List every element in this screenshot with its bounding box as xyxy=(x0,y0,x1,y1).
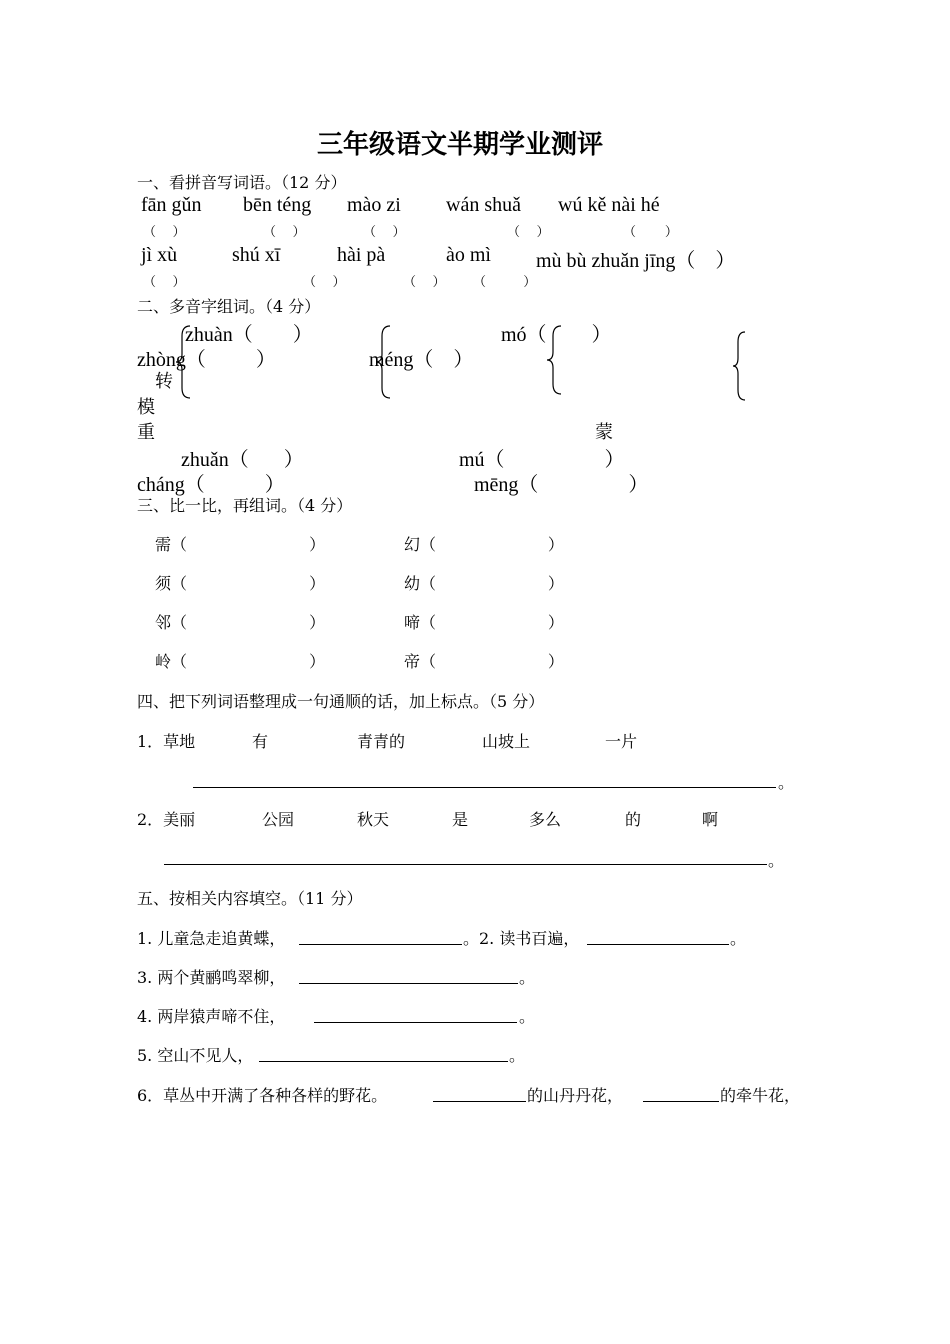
word-item: 1．草地 xyxy=(137,732,196,751)
pinyin-item: shú xī xyxy=(232,244,281,266)
compare-item[interactable]: 需（ ） xyxy=(155,535,326,554)
section-3-heading: 三、比一比，再组词。（4 分） xyxy=(137,496,353,515)
left-brace-icon xyxy=(376,324,396,400)
word-item: 是 xyxy=(452,810,469,829)
answer-line[interactable] xyxy=(433,1101,526,1102)
pinyin-item: wú kě nài hé xyxy=(558,194,660,216)
left-brace-icon xyxy=(547,324,567,396)
answer-line[interactable] xyxy=(164,864,767,865)
fill-prompt: 5. 空山不见人， xyxy=(137,1046,254,1065)
fill-prompt: 的山丹丹花， xyxy=(527,1086,624,1105)
compare-item[interactable]: 啼（ ） xyxy=(404,613,564,632)
answer-blank[interactable]: （ ） xyxy=(623,225,678,240)
polyphone-reading: zhuǎn（ ） xyxy=(181,449,304,471)
answer-blank[interactable]: （ ） xyxy=(403,275,446,290)
period-mark: 。 xyxy=(730,929,747,948)
answer-blank[interactable]: （ ） xyxy=(143,275,186,290)
pinyin-item: ào mì xyxy=(446,244,491,266)
left-brace-icon xyxy=(176,324,196,400)
section-4-heading: 四、把下列词语整理成一句通顺的话，加上标点。（5 分） xyxy=(137,692,545,711)
word-item: 公园 xyxy=(262,810,295,829)
section-5-heading: 五、按相关内容填空。（11 分） xyxy=(137,889,363,908)
compare-item[interactable]: 岭（ ） xyxy=(155,652,326,671)
word-item: 青青的 xyxy=(357,732,406,751)
polyphone-char: 模 xyxy=(137,397,155,418)
period-mark: 。 xyxy=(768,851,785,870)
word-item: 山坡上 xyxy=(482,732,531,751)
polyphone-reading: mēng（ ） xyxy=(474,474,649,496)
period-mark: 。 xyxy=(519,968,536,987)
pinyin-item: hài pà xyxy=(337,244,386,266)
polyphone-reading: zhòng（ ） xyxy=(137,349,276,371)
compare-item[interactable]: 幻（ ） xyxy=(404,535,564,554)
pinyin-item: jì xù xyxy=(141,244,178,266)
fill-prompt: 4. 两岸猿声啼不住， xyxy=(137,1007,286,1026)
polyphone-reading: mó（ ） xyxy=(501,324,612,346)
page-title: 三年级语文半期学业测评 xyxy=(317,130,604,160)
section-1-heading: 一、看拼音写词语。（12 分） xyxy=(137,173,347,192)
polyphone-reading: zhuàn（ ） xyxy=(185,324,313,346)
answer-line[interactable] xyxy=(259,1061,508,1062)
word-item: 2．美丽 xyxy=(137,810,196,829)
answer-blank[interactable]: （ ） xyxy=(507,225,550,240)
pinyin-item: mào zi xyxy=(347,194,401,216)
word-item: 啊 xyxy=(702,810,719,829)
answer-blank[interactable]: （ ） xyxy=(473,275,537,290)
polyphone-char: 蒙 xyxy=(595,422,613,443)
answer-line[interactable] xyxy=(587,944,729,945)
period-mark: 。 xyxy=(778,773,795,792)
pinyin-item: wán shuǎ xyxy=(446,194,521,216)
section-2-heading: 二、多音字组词。（4 分） xyxy=(137,297,321,316)
fill-prompt: 1. 儿童急走追黄蝶， xyxy=(137,929,286,948)
answer-blank[interactable]: （ ） xyxy=(143,225,186,240)
word-item: 的 xyxy=(625,810,642,829)
compare-item[interactable]: 帝（ ） xyxy=(404,652,564,671)
fill-prompt: 6．草丛中开满了各种各样的野花。 xyxy=(137,1086,388,1105)
answer-line[interactable] xyxy=(314,1022,517,1023)
word-item: 有 xyxy=(252,732,269,751)
pinyin-item: mù bù zhuǎn jīng（ ） xyxy=(536,250,736,272)
compare-item[interactable]: 邻（ ） xyxy=(155,613,326,632)
polyphone-reading: cháng（ ） xyxy=(137,474,285,496)
compare-item[interactable]: 幼（ ） xyxy=(404,574,564,593)
polyphone-char: 重 xyxy=(137,422,155,443)
answer-line[interactable] xyxy=(643,1101,719,1102)
pinyin-item: bēn téng xyxy=(243,194,312,216)
answer-line[interactable] xyxy=(299,983,518,984)
polyphone-char: 转 xyxy=(155,371,173,392)
left-brace-icon xyxy=(733,330,753,402)
answer-blank[interactable]: （ ） xyxy=(363,225,406,240)
period-mark: 。 xyxy=(509,1046,526,1065)
fill-prompt: 的牵牛花， xyxy=(720,1086,801,1105)
answer-blank[interactable]: （ ） xyxy=(263,225,306,240)
word-item: 一片 xyxy=(605,732,638,751)
answer-line[interactable] xyxy=(193,787,776,788)
fill-prompt: 。2. 读书百遍， xyxy=(463,929,580,948)
word-item: 秋天 xyxy=(357,810,390,829)
pinyin-item: fān gǔn xyxy=(141,194,202,216)
answer-line[interactable] xyxy=(299,944,462,945)
compare-item[interactable]: 须（ ） xyxy=(155,574,326,593)
word-item: 多么 xyxy=(529,810,562,829)
polyphone-reading: mú（ ） xyxy=(459,449,625,471)
answer-blank[interactable]: （ ） xyxy=(303,275,346,290)
fill-prompt: 3. 两个黄鹂鸣翠柳， xyxy=(137,968,286,987)
polyphone-reading: méng（ ） xyxy=(369,349,474,371)
period-mark: 。 xyxy=(519,1007,536,1026)
